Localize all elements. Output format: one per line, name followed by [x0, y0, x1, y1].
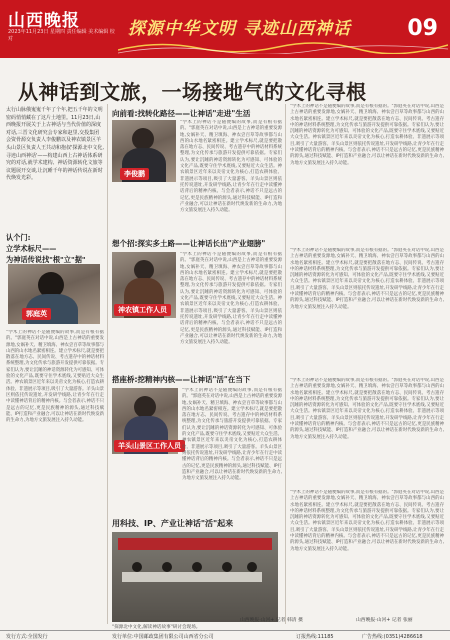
banner-in-photo: [118, 538, 272, 550]
article-body-right: "学术上的神话不是随便编的故事,而是有根有据的。"郭庭英在对话中说,山西是上古神话的重要发源地,女娲补天、精卫填海、神农尝百草等故事都与山西的山水地名紧密相连。建立学术标尺,就是要把散落在地方志、民间传说、考古遗存中的神话材料系统整理,为文化传承与旅游开发提供可靠依据。专家们认为,要让沉睡的神话资源转化为可感知、可体验的文化产品,既要守住学术底线,又要贴近大众生活。神农镇景区近年来以炎帝文化为核心,打造农耕体验、非遗展示等项目,吸引了大量游客。羊头山景区则依托传说遗址,开发研学线路,让青少年在行走中读懂神话背后的精神内核。与会者表示,神话不只是远古的记忆,更是民族精神的源头,通过科技赋能、IP打造和产业融合,可以让神话在新时代焕发新的生命力,为地方文旅发展注入持久动能。: [290, 104, 444, 166]
article-body: "学术上的神话不是随便编的故事,而是有根有据的。"郭庭英在对话中说,山西是上古神话的重要发源地,女娲补天、精卫填海、神农尝百草等故事都与山西的山水地名紧密相连。建立学术标尺,就是要把散落在地方志、民间传说、考古遗存中的神话材料系统整理,为文化传承与旅游开发提供可靠依据。专家们认为,要让沉睡的神话资源转化为可感知、可体验的文化产品,既要守住学术底线,又要贴近大众生活。神农镇景区近年来以炎帝文化为核心,打造农耕体验、非遗展示等项目,吸引了大量游客。羊头山景区则依托传说遗址,开发研学线路,让青少年在行走中读懂神话背后的精神内核。与会者表示,神话不只是远古的记忆,更是民族精神的源头,通过科技赋能、IP打造和产业融合,可以让神话在新时代焕发新的生命力,为地方文旅发展注入持久动能。: [180, 252, 282, 346]
article-body-left: "学术上的神话不是随便编的故事,而是有根有据的。"郭庭英在对话中说,山西是上古神话的重要发源地,女娲补天、精卫填海、神农尝百草等故事都与山西的山水地名紧密相连。建立学术标尺,就是要把散落在地方志、民间传说、考古遗存中的神话材料系统整理,为文化传承与旅游开发提供可靠依据。专家们认为,要让沉睡的神话资源转化为可感知、可体验的文化产品,既要守住学术底线,又要贴近大众生活。神农镇景区近年来以炎帝文化为核心,打造农耕体验、非遗展示等项目,吸引了大量游客。羊头山景区则依托传说遗址,开发研学线路,让青少年在行走中读懂神话背后的精神内核。与会者表示,神话不只是远古的记忆,更是民族精神的源头,通过科技赋能、IP打造和产业融合,可以让神话在新时代焕发新的生命力,为地方文旅发展注入持久动能。: [6, 330, 104, 424]
article-body-right: "学术上的神话不是随便编的故事,而是有根有据的。"郭庭英在对话中说,山西是上古神话的重要发源地,女娲补天、精卫填海、神农尝百草等故事都与山西的山水地名紧密相连。建立学术标尺,就是要把散落在地方志、民间传说、考古遗存中的神话材料系统整理,为文化传承与旅游开发提供可靠依据。专家们认为,要让沉睡的神话资源转化为可感知、可体验的文化产品,既要守住学术底线,又要贴近大众生活。神农镇景区近年来以炎帝文化为核心,打造农耕体验、非遗展示等项目,吸引了大量游客。羊头山景区则依托传说遗址,开发研学线路,让青少年在行走中读懂神话背后的精神内核。与会者表示,神话不只是远古的记忆,更是民族精神的源头,通过科技赋能、IP打造和产业融合,可以让神话在新时代焕发新的生命力,为地方文旅发展注入持久动能。: [290, 248, 444, 310]
article-body-right: "学术上的神话不是随便编的故事,而是有根有据的。"郭庭英在对话中说,山西是上古神话的重要发源地,女娲补天、精卫填海、神农尝百草等故事都与山西的山水地名紧密相连。建立学术标尺,就是要把散落在地方志、民间传说、考古遗存中的神话材料系统整理,为文化传承与旅游开发提供可靠依据。专家们认为,要让沉睡的神话资源转化为可感知、可体验的文化产品,既要守住学术底线,又要贴近大众生活。神农镇景区近年来以炎帝文化为核心,打造农耕体验、非遗展示等项目,吸引了大量游客。羊头山景区则依托传说遗址,开发研学线路,让青少年在行走中读懂神话背后的精神内核。与会者表示,神话不只是远古的记忆,更是民族精神的源头,通过科技赋能、IP打造和产业融合,可以让神话在新时代焕发新的生命力,为地方文旅发展注入持久动能。: [290, 490, 444, 552]
wave-decoration-icon: [118, 40, 448, 54]
article-body: "学术上的神话不是随便编的故事,而是有根有据的。"郭庭英在对话中说,山西是上古神话的重要发源地,女娲补天、精卫填海、神农尝百草等故事都与山西的山水地名紧密相连。建立学术标尺,就是要把散落在地方志、民间传说、考古遗存中的神话材料系统整理,为文化传承与旅游开发提供可靠依据。专家们认为,要让沉睡的神话资源转化为可感知、可体验的文化产品,既要守住学术底线,又要贴近大众生活。神农镇景区近年来以炎帝文化为核心,打造农耕体验、非遗展示等项目,吸引了大量游客。羊头山景区则依托传说遗址,开发研学线路,让青少年在行走中读懂神话背后的精神内核。与会者表示,神话不只是远古的记忆,更是民族精神的源头,通过科技赋能、IP打造和产业融合,可以让神话在新时代焕发新的生命力,为地方文旅发展注入持久动能。: [182, 388, 282, 482]
page-number: 09: [407, 16, 438, 41]
section-title: 搭座桥:挖精神内核——让神话"活"在当下: [112, 375, 251, 384]
side-heading-line: 立学术标尺——: [6, 244, 57, 253]
person-name-tag: 郭庭英: [22, 308, 51, 320]
footer-subscription: 订报热线:11185: [296, 634, 334, 640]
photo-caption: "探源北中文化,解读神话故事"研讨会现场。: [112, 625, 201, 630]
page-footer: [0, 630, 450, 640]
side-heading-line: 为神话传说找"根"立"据": [6, 255, 86, 264]
table-in-photo: [122, 572, 262, 582]
section-title: 用科技、IP、产业让神话"活"起来: [112, 519, 234, 528]
article-body-right: "学术上的神话不是随便编的故事,而是有根有据的。"郭庭英在对话中说,山西是上古神话的重要发源地,女娲补天、精卫填海、神农尝百草等故事都与山西的山水地名紧密相连。建立学术标尺,就是要把散落在地方志、民间传说、考古遗存中的神话材料系统整理,为文化传承与旅游开发提供可靠依据。专家们认为,要让沉睡的神话资源转化为可感知、可体验的文化产品,既要守住学术底线,又要贴近大众生活。神农镇景区近年来以炎帝文化为核心,打造农耕体验、非遗展示等项目,吸引了大量游客。羊头山景区则依托传说遗址,开发研学线路,让青少年在行走中读懂神话背后的精神内核。与会者表示,神话不只是远古的记忆,更是民族精神的源头,通过科技赋能、IP打造和产业融合,可以让神话在新时代焕发新的生命力,为地方文旅发展注入持久动能。: [290, 378, 444, 440]
page-headline: 从神话到文旅，一场接地气的文化寻根: [18, 80, 367, 104]
side-heading-line: 认个门:: [6, 233, 31, 242]
footer-distribution: 发行方式:全国发行: [6, 634, 48, 640]
side-section-heading: [6, 232, 106, 265]
section-title: 向前看:找转化路径——让神话"走进"生活: [112, 109, 251, 118]
article-body: "学术上的神话不是随便编的故事,而是有根有据的。"郭庭英在对话中说,山西是上古神话的重要发源地,女娲补天、精卫填海、神农尝百草等故事都与山西的山水地名紧密相连。建立学术标尺,就是要把散落在地方志、民间传说、考古遗存中的神话材料系统整理,为文化传承与旅游开发提供可靠依据。专家们认为,要让沉睡的神话资源转化为可感知、可体验的文化产品,既要守住学术底线,又要贴近大众生活。神农镇景区近年来以炎帝文化为核心,打造农耕体验、非遗展示等项目,吸引了大量游客。羊头山景区则依托传说遗址,开发研学线路,让青少年在行走中读懂神话背后的精神内核。与会者表示,神话不只是远古的记忆,更是民族精神的源头,通过科技赋能、IP打造和产业融合,可以让神话在新时代焕发新的生命力,为地方文旅发展注入持久动能。: [180, 120, 282, 214]
text-credit: 山西晚报·山河+ 记者 张丽: [356, 618, 413, 623]
lead-paragraph: 太行山脉俄嵬嵬千年了个年,把五千年的文明密码悄悄藏在了这片土地里。11月23日,山西晚报开展关于上古神话与当代价值的深度对话,三晋文化研究会专家和赵里,交投集团会资骨源交负责人李俊鹏以及神农镇景区羊头山景区负责人王共动和抱叔'探源北中文化,寻迹山西神话'——构建山西上古神话体系研究的对话,就学术建构、神话资源转化文旅等议题展开交谈,让沉睡千年的神话传说在新时代焕发光彩。: [6, 107, 104, 182]
column-divider: [285, 104, 286, 624]
footer-ad-hotline: 广告热线:(0351)4286618: [362, 634, 423, 640]
column-divider: [107, 104, 108, 624]
newspaper-logo: 山西晚报: [8, 11, 80, 31]
person-name-tag: 李俊鹏: [120, 168, 149, 180]
section-banner: 探源中华文明 寻迹山西神话: [128, 19, 351, 39]
photo-credit: 山西晚报·山河+ 记者 韩清 摄: [240, 618, 303, 623]
meeting-photo: [112, 532, 278, 622]
masthead: [0, 0, 450, 58]
section-title: 想个招:探实多土路——让神话长出"产业翅膀": [112, 239, 266, 248]
issue-meta: 2023年11月23日 星期四 责任编辑 美术编辑 校对: [8, 29, 115, 42]
footer-publisher: 发行单位:中国邮政集团有限公司山西省分公司: [112, 634, 214, 640]
person-name-tag: 神农镇工作人员: [114, 304, 171, 316]
person-name-tag: 羊头山景区工作人员: [114, 440, 185, 452]
